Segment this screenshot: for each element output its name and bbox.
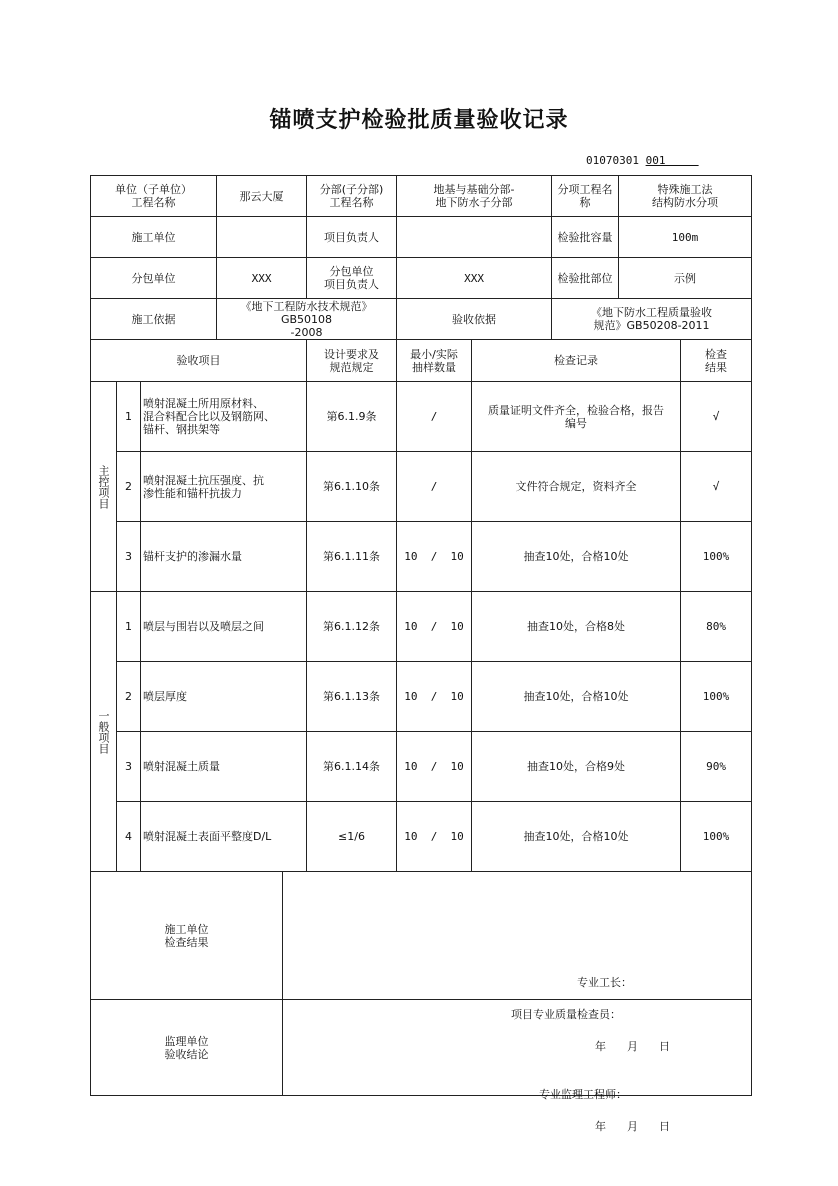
row-number: 3 xyxy=(117,732,141,802)
builder-check-area xyxy=(283,872,752,1053)
row-spec: 第6.1.14条 xyxy=(307,732,397,802)
engineer-label: 专业监理工程师： xyxy=(539,1087,628,1101)
row-spec: 第6.1.13条 xyxy=(307,662,397,732)
acceptance-form xyxy=(90,175,752,1133)
basis-label: 施工依据 xyxy=(91,299,217,340)
accept-value: 《地下防水工程质量验收 规范》GB50208-2011 xyxy=(552,299,752,340)
sub-label: 分部(子分部) 工程名称 xyxy=(307,176,397,217)
row-item-name: 喷射混凝土所用原材料、 混合料配合比以及钢筋网、 锚杆、钢拱架等 xyxy=(141,382,307,452)
pm-label: 项目负责人 xyxy=(307,217,397,258)
col-item-header: 验收项目 xyxy=(91,340,307,382)
subcon-value: XXX xyxy=(217,258,307,299)
general-row-1 xyxy=(91,592,752,662)
builder-date: 年 月 日 xyxy=(595,1039,670,1053)
col-result-header: 检查 结果 xyxy=(681,340,752,382)
capacity-label: 检验批容量 xyxy=(552,217,619,258)
row-spec: 第6.1.12条 xyxy=(307,592,397,662)
subcon-label: 分包单位 xyxy=(91,258,217,299)
row-sample: 10 / 10 xyxy=(397,732,472,802)
code-prefix: 01070301 xyxy=(586,154,639,167)
inspector-label: 项目专业质量检查员： xyxy=(511,1007,622,1021)
item-label: 分项工程名称 xyxy=(552,176,619,217)
row-spec: 第6.1.10条 xyxy=(307,452,397,522)
row-result: 90% xyxy=(681,732,752,802)
part-label: 检验批部位 xyxy=(552,258,619,299)
row-sample: / xyxy=(397,452,472,522)
row-number: 1 xyxy=(117,592,141,662)
row-record: 抽查10处，合格10处 xyxy=(472,522,681,592)
row-spec: 第6.1.9条 xyxy=(307,382,397,452)
basis-value: 《地下工程防水技术规范》GB50108 -2008 xyxy=(217,299,397,340)
row-record: 抽查10处，合格10处 xyxy=(472,662,681,732)
row-item-name: 喷射混凝土抗压强度、抗 渗性能和锚杆抗拔力 xyxy=(141,452,307,522)
unit-label: 单位（子单位） 工程名称 xyxy=(91,176,217,217)
row-record: 抽查10处，合格9处 xyxy=(472,732,681,802)
row-number: 3 xyxy=(117,522,141,592)
row-item-name: 喷层与围岩以及喷层之间 xyxy=(141,592,307,662)
supervisor-check-label: 监理单位 验收结论 xyxy=(91,1000,283,1096)
row-spec: 第6.1.11条 xyxy=(307,522,397,592)
row-number: 2 xyxy=(117,662,141,732)
row-result: 100% xyxy=(681,662,752,732)
item-value: 特殊施工法 结构防水分项 xyxy=(619,176,752,217)
main-items-label: 主控项目 xyxy=(91,382,117,592)
row-result: √ xyxy=(681,382,752,452)
subcon-pm-label: 分包单位 项目负责人 xyxy=(307,258,397,299)
row-record: 文件符合规定，资料齐全 xyxy=(472,452,681,522)
row-number: 4 xyxy=(117,802,141,872)
row-item-name: 喷射混凝土表面平整度D/L xyxy=(141,802,307,872)
row-sample: 10 / 10 xyxy=(397,592,472,662)
row-number: 1 xyxy=(117,382,141,452)
row-item-name: 锚杆支护的渗漏水量 xyxy=(141,522,307,592)
row-result: 100% xyxy=(681,522,752,592)
general-row-4 xyxy=(91,802,752,872)
pm-value xyxy=(397,217,552,258)
row-item-name: 喷层厚度 xyxy=(141,662,307,732)
col-record-header: 检查记录 xyxy=(472,340,681,382)
supervisor-date: 年 月 日 xyxy=(595,1119,670,1133)
row-result: 100% xyxy=(681,802,752,872)
unit-value: 那云大厦 xyxy=(217,176,307,217)
foreman-label: 专业工长： xyxy=(577,975,633,989)
row-sample: 10 / 10 xyxy=(397,522,472,592)
capacity-value: 100m xyxy=(619,217,752,258)
main-row-2 xyxy=(91,452,752,522)
row-sample: 10 / 10 xyxy=(397,802,472,872)
code-number: 001 xyxy=(645,154,666,167)
row-item-name: 喷射混凝土质量 xyxy=(141,732,307,802)
page-title: 锚喷支护检验批质量验收记录 xyxy=(269,107,569,133)
row-record: 抽查10处，合格10处 xyxy=(472,802,681,872)
supervisor-check-area xyxy=(283,1000,752,1133)
builder-check-label: 施工单位 检查结果 xyxy=(91,872,283,1000)
part-value: 示例 xyxy=(619,258,752,299)
record-code xyxy=(586,154,699,167)
general-row-2 xyxy=(91,662,752,732)
col-sample-header: 最小/实际 抽样数量 xyxy=(397,340,472,382)
row-sample: 10 / 10 xyxy=(397,662,472,732)
main-row-3 xyxy=(91,522,752,592)
subcon-pm-value: XXX xyxy=(397,258,552,299)
row-record: 抽查10处，合格8处 xyxy=(472,592,681,662)
builder-value xyxy=(217,217,307,258)
row-record: 质量证明文件齐全，检验合格，报告 编号 xyxy=(472,382,681,452)
row-result: 80% xyxy=(681,592,752,662)
general-row-3 xyxy=(91,732,752,802)
col-spec-header: 设计要求及 规范规定 xyxy=(307,340,397,382)
general-items-label: 一般项目 xyxy=(91,592,117,872)
row-result: √ xyxy=(681,452,752,522)
main-row-1 xyxy=(91,382,752,452)
row-spec: ≤1/6 xyxy=(307,802,397,872)
row-sample: / xyxy=(397,382,472,452)
builder-label: 施工单位 xyxy=(91,217,217,258)
sub-value: 地基与基础分部- 地下防水子分部 xyxy=(397,176,552,217)
accept-label: 验收依据 xyxy=(397,299,552,340)
row-number: 2 xyxy=(117,452,141,522)
